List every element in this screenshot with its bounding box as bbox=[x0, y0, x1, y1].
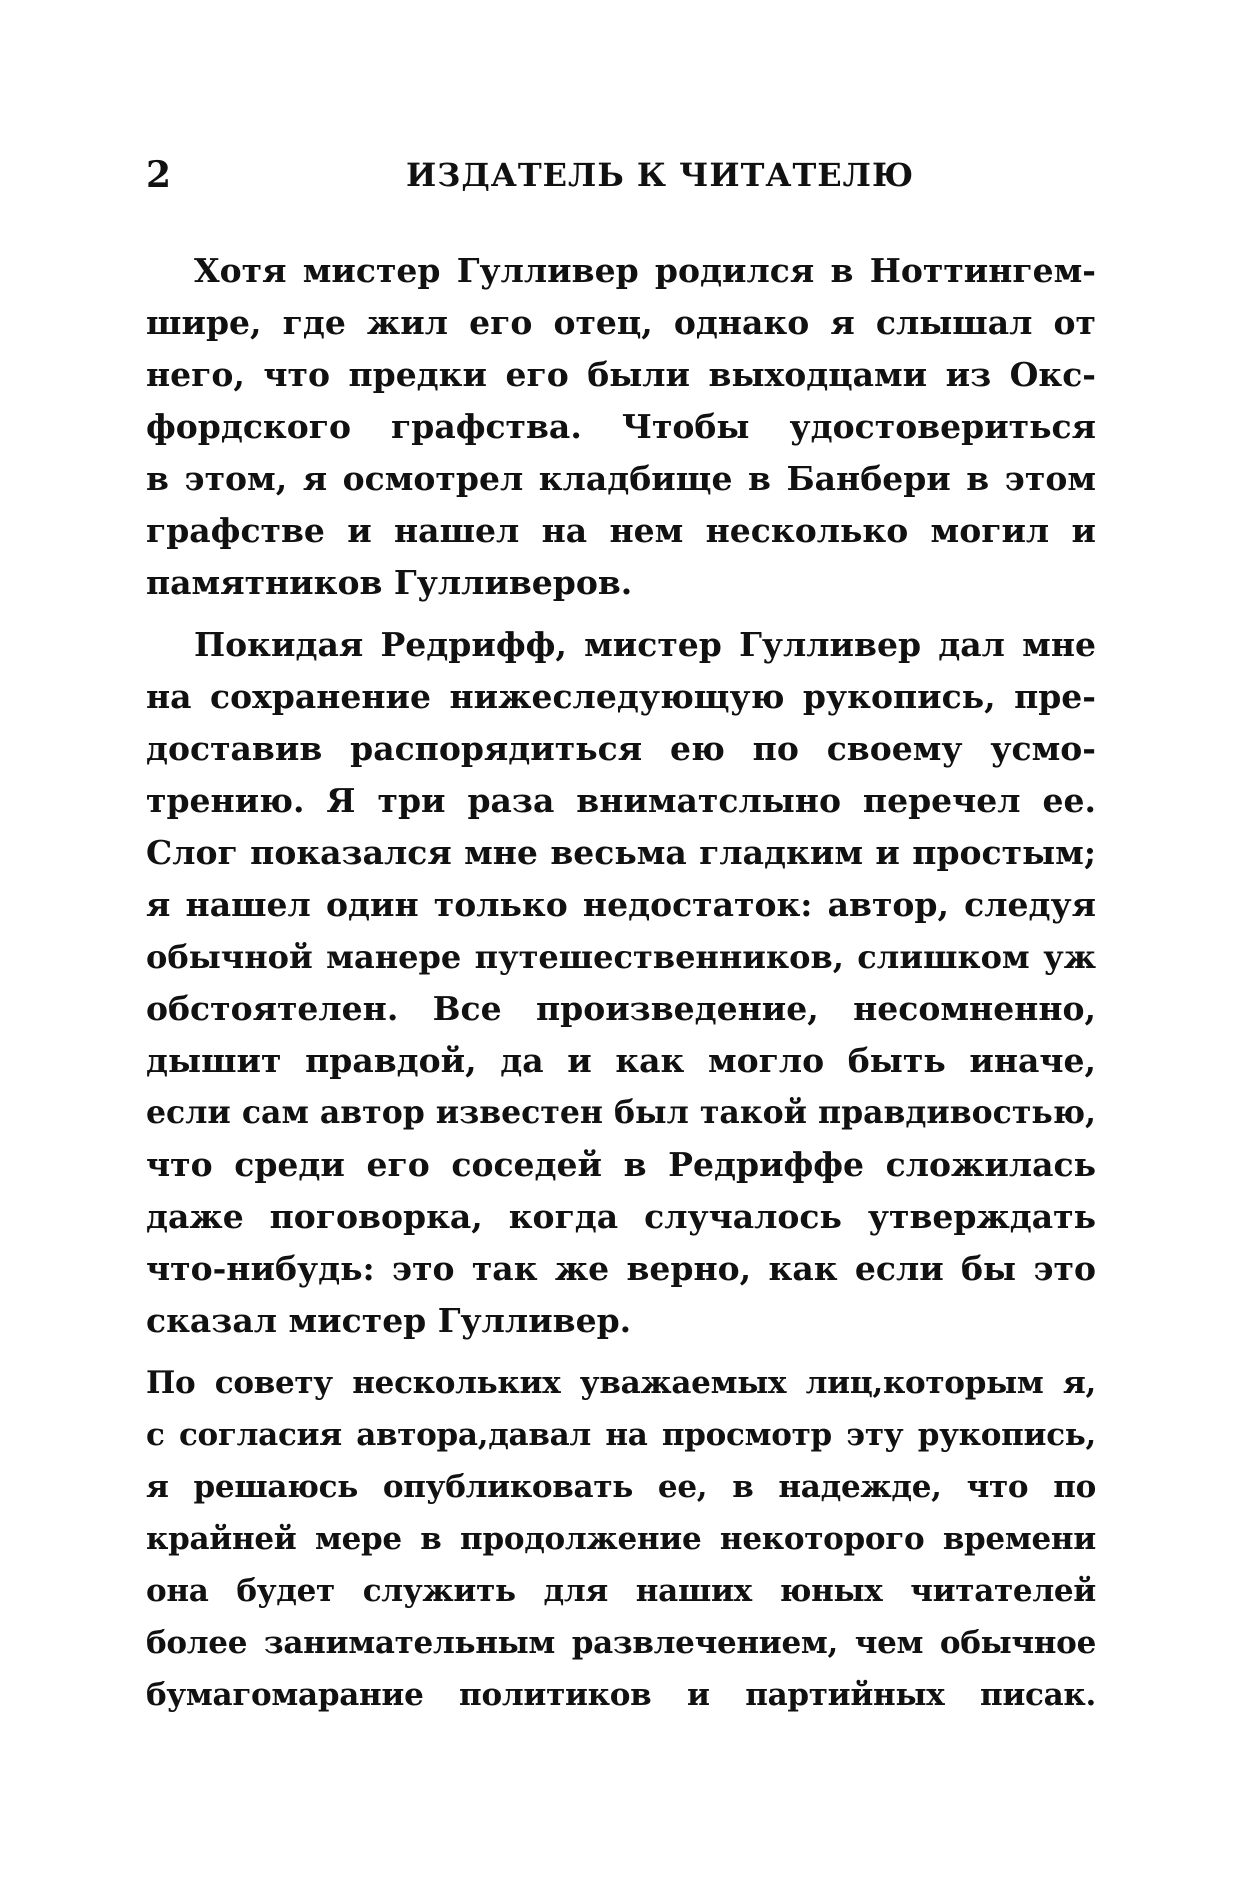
text-line: если сам автор известен был такой правдивостью, bbox=[146, 1094, 1096, 1131]
text-line: обычной манере путешественников, слишком уж bbox=[146, 938, 1096, 976]
text-line: крайней мере в продолжение некоторого времени bbox=[146, 1521, 1096, 1557]
text-line: Покидая Редрифф, мистер Гулливер дал мне bbox=[194, 625, 1096, 664]
paragraph-3 bbox=[146, 1357, 1096, 1721]
text-line: я решаюсь опубликовать ее, в надежде, что по bbox=[146, 1469, 1096, 1505]
paragraph-1 bbox=[146, 245, 1096, 609]
text-line: Слог показался мне весьма гладким и простым; bbox=[146, 833, 1096, 872]
text-line: дышит правдой, да и как могло быть иначе, bbox=[146, 1041, 1096, 1080]
text-line: что-нибудь: это так же верно, как если бы это bbox=[146, 1249, 1096, 1288]
text-line: обстоятелен. Все произведение, несомненно, bbox=[146, 989, 1096, 1028]
text-line: По совету нескольких уважаемых лиц,которым я, bbox=[146, 1365, 1096, 1401]
text-line: сказал мистер Гулливер. bbox=[146, 1301, 632, 1340]
page-header bbox=[146, 150, 1096, 200]
text-line: фордского графства. Чтобы удостовериться bbox=[146, 407, 1096, 446]
text-line: она будет служить для наших юных читателей bbox=[146, 1573, 1096, 1609]
text-line: доставив распорядиться ею по своему усмо- bbox=[146, 729, 1096, 768]
paragraph-2 bbox=[146, 619, 1096, 1347]
text-line: шире, где жил его отец, однако я слышал от bbox=[146, 303, 1096, 342]
running-head: ИЗДАТЕЛЬ К ЧИТАТЕЛЮ bbox=[406, 156, 915, 194]
text-line: Хотя мистер Гулливер родился в Ноттингем- bbox=[194, 251, 1096, 290]
text-line: на сохранение нижеследующую рукопись, пре- bbox=[146, 677, 1096, 716]
text-line: бумагомарание политиков и партийных писак. bbox=[146, 1677, 1096, 1713]
text-line: что среди его соседей в Редриффе сложилась bbox=[146, 1145, 1096, 1184]
text-line: с согласия автора,давал на просмотр эту рукопись, bbox=[146, 1417, 1096, 1453]
text-line: него, что предки его были выходцами из Окс- bbox=[146, 355, 1096, 394]
text-line: графстве и нашел на нем несколько могил и bbox=[146, 511, 1096, 550]
text-line: я нашел один только недостаток: автор, следуя bbox=[146, 885, 1096, 924]
page-number: 2 bbox=[146, 154, 172, 196]
text-line: более занимательным развлечением, чем обычное bbox=[146, 1625, 1096, 1661]
body-text bbox=[146, 245, 1096, 1731]
text-line: трению. Я три раза вниматслыно перечел ее. bbox=[146, 781, 1096, 820]
text-line: в этом, я осмотрел кладбище в Банбери в этом bbox=[146, 459, 1096, 498]
text-line: даже поговорка, когда случалось утверждать bbox=[146, 1197, 1096, 1236]
text-line: памятников Гулливеров. bbox=[146, 563, 633, 602]
